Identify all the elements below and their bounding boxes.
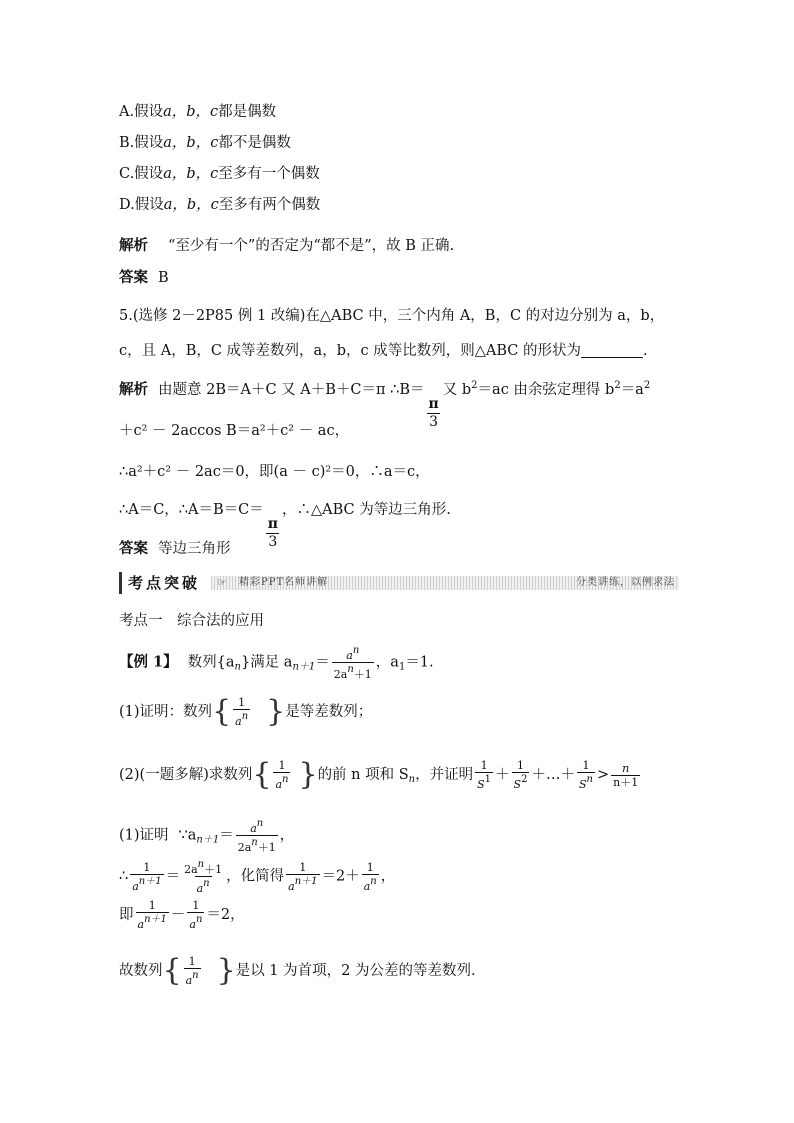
a: a bbox=[137, 918, 145, 931]
sub-1: 1 bbox=[398, 661, 406, 673]
proof-line1 bbox=[119, 817, 294, 854]
a: a bbox=[288, 879, 295, 893]
part1-text: (1)证明：数列 bbox=[119, 704, 213, 720]
q5-step1c: ＝ac 由余弦定理得 b bbox=[477, 382, 615, 398]
inv-sn bbox=[577, 759, 595, 791]
right-brace: } bbox=[216, 953, 236, 988]
n-over-n1 bbox=[611, 762, 640, 789]
one: 1 bbox=[238, 696, 246, 709]
sup-n: n bbox=[352, 645, 360, 656]
sub-n1: n＋1 bbox=[196, 834, 220, 846]
q5-answer-value: 等边三角形 bbox=[158, 541, 231, 557]
banner-title: 考点突破 bbox=[119, 572, 206, 594]
left-brace: { bbox=[162, 953, 182, 988]
q5-analysis-line3 bbox=[119, 462, 430, 482]
option-d bbox=[119, 195, 320, 215]
proof-conclusion bbox=[119, 955, 476, 987]
inv-an bbox=[187, 899, 204, 931]
sup-n: n bbox=[586, 774, 593, 785]
sup-n: n bbox=[251, 837, 258, 848]
option-b-label: B.假设 bbox=[119, 135, 164, 151]
a: a bbox=[250, 822, 257, 835]
one: 1 bbox=[480, 759, 488, 772]
option-b-tail: 都不是偶数 bbox=[218, 135, 291, 151]
topic-heading bbox=[119, 611, 264, 631]
sup-n: n bbox=[192, 970, 199, 981]
option-vars: a，b，c bbox=[163, 166, 219, 182]
n-plus-1: n＋1 bbox=[613, 775, 639, 789]
option-c-label: C.假设 bbox=[119, 166, 164, 182]
inv-s1 bbox=[475, 759, 493, 791]
q5-analysis-line2 bbox=[119, 421, 349, 441]
q5-stem-line1 bbox=[119, 306, 664, 326]
one: 1 bbox=[517, 759, 524, 772]
one: 1 bbox=[148, 899, 156, 912]
sup-n: n bbox=[197, 859, 205, 870]
sup-n: n bbox=[195, 914, 203, 925]
part2-text: (2)(一题多解)求数列 bbox=[119, 767, 253, 783]
comma: ， bbox=[279, 827, 295, 844]
s: S bbox=[477, 778, 485, 791]
option-a-label: A.假设 bbox=[119, 104, 164, 120]
one: 1 bbox=[299, 860, 307, 874]
example-1 bbox=[119, 644, 434, 681]
q5-stem-line2 bbox=[119, 341, 648, 361]
a: a bbox=[132, 879, 139, 893]
pi-symbol: π bbox=[428, 396, 439, 412]
q5-line2: c，且 A，B，C 成等差数列，a，b，c 成等比数列，则△ABC 的形状为 bbox=[119, 343, 581, 359]
a: a bbox=[189, 918, 196, 931]
den-plus1: ＋1 bbox=[353, 668, 372, 681]
one: 1 bbox=[188, 955, 196, 968]
option-d-tail: 至多有两个偶数 bbox=[218, 197, 321, 213]
q5-step4b: ，∴△ABC 为等边三角形. bbox=[282, 502, 451, 518]
num-plus1: ＋1 bbox=[204, 863, 223, 876]
one: 1 bbox=[192, 899, 200, 912]
answer-label: 答案 bbox=[119, 269, 148, 286]
s: S bbox=[513, 778, 522, 791]
left-brace: { bbox=[212, 694, 232, 729]
section-banner bbox=[119, 572, 679, 594]
a: a bbox=[275, 778, 283, 791]
ex-satisfy: }满足 a bbox=[240, 654, 293, 671]
q4-answer bbox=[119, 268, 169, 288]
den-2a: 2a bbox=[237, 841, 252, 854]
reciprocal-an bbox=[184, 955, 201, 987]
option-a bbox=[119, 102, 276, 122]
sup-n: n bbox=[241, 711, 249, 722]
greater: > bbox=[596, 767, 610, 783]
a: a bbox=[185, 974, 193, 987]
comma: ， bbox=[380, 868, 396, 885]
conclusion-tail: 是以 1 为首项，2 为公差的等差数列. bbox=[235, 963, 476, 979]
option-vars: a，b，c bbox=[163, 197, 219, 213]
one: 1 bbox=[366, 860, 374, 874]
example-label: 【例 1】 bbox=[119, 653, 178, 671]
sub-n: n bbox=[234, 661, 241, 673]
sup-n: n bbox=[256, 818, 264, 829]
inv-an1 bbox=[130, 861, 163, 893]
a: a bbox=[346, 649, 353, 662]
right-brace: } bbox=[298, 757, 318, 792]
plus-dots: ＋…＋ bbox=[531, 767, 575, 783]
q5-line2-end: . bbox=[642, 343, 648, 359]
conclusion-text: 故数列 bbox=[119, 963, 163, 979]
banner-right-text: 分类讲练，以例求法 bbox=[576, 577, 675, 588]
n: n bbox=[622, 761, 630, 775]
sup-n1: n＋1 bbox=[138, 875, 162, 887]
one: 1 bbox=[278, 759, 286, 772]
option-a-tail: 都是偶数 bbox=[218, 104, 277, 120]
minus: － bbox=[170, 907, 186, 923]
inv-an1 bbox=[136, 899, 169, 931]
inv-an1 bbox=[286, 861, 319, 893]
option-c bbox=[119, 164, 320, 184]
because: ∵a bbox=[178, 827, 197, 844]
proof-label: (1)证明 bbox=[119, 827, 169, 844]
answer-blank bbox=[581, 342, 643, 358]
option-b bbox=[119, 133, 291, 153]
pi-over-3 bbox=[427, 396, 441, 431]
q5-answer bbox=[119, 539, 231, 559]
q5-line1: 5.(选修 2－2P85 例 1 改编)在△ABC 中，三个内角 A，B，C 的对边分别为 a，b， bbox=[119, 308, 665, 324]
den-plus1: ＋1 bbox=[257, 841, 276, 854]
q4-analysis-text: “至少有一个”的否定为“都不是”，故 B 正确. bbox=[168, 238, 455, 254]
a: a bbox=[196, 882, 204, 895]
part-1 bbox=[119, 696, 372, 728]
left-brace: { bbox=[252, 757, 272, 792]
therefore: ∴ bbox=[119, 868, 129, 885]
sup-n: n bbox=[370, 875, 377, 887]
den-2a: 2a bbox=[333, 668, 348, 681]
sub-n1: n＋1 bbox=[292, 661, 316, 673]
a: a bbox=[235, 715, 242, 728]
sup-n1: n＋1 bbox=[294, 875, 318, 887]
proof-line3 bbox=[119, 899, 245, 931]
sup-n: n bbox=[282, 774, 289, 785]
part-2 bbox=[119, 759, 642, 791]
simplified-fraction bbox=[182, 858, 224, 895]
num-2a: 2a bbox=[184, 863, 198, 876]
part2-sum: 的前 n 项和 S bbox=[317, 767, 409, 783]
ex-seq: 数列{a bbox=[187, 654, 235, 671]
inv-s2 bbox=[512, 759, 530, 791]
reciprocal-an bbox=[273, 759, 290, 791]
eq: ＝ bbox=[219, 827, 234, 844]
analysis-label: 解析 bbox=[119, 237, 148, 254]
eq: ＝ bbox=[165, 868, 181, 885]
sup-n1: n＋1 bbox=[144, 914, 167, 925]
ex-end: ＝1. bbox=[405, 654, 434, 671]
sup-2: 2 bbox=[521, 774, 528, 785]
part1-tail: 是等差数列； bbox=[285, 704, 373, 720]
option-c-tail: 至多有一个偶数 bbox=[218, 166, 320, 182]
proof-line2 bbox=[119, 858, 395, 895]
q5-step2: ＋c² － 2accos B＝a²＋c² － ac， bbox=[119, 423, 350, 439]
option-vars: a，b，c bbox=[163, 135, 219, 151]
pointing-hand-icon: ☞ bbox=[217, 576, 227, 589]
pi-over-3 bbox=[266, 516, 280, 551]
analysis-label: 解析 bbox=[119, 381, 148, 398]
two-plus: ＝2＋ bbox=[321, 868, 360, 885]
exp-2: 2 bbox=[471, 380, 478, 391]
topic-heading-text: 考点一 综合法的应用 bbox=[119, 613, 264, 629]
plus: ＋ bbox=[495, 767, 510, 783]
q5-step4a: ∴A＝C，∴A＝B＝C＝ bbox=[119, 502, 264, 518]
simplify-text: ，化简得 bbox=[226, 868, 285, 885]
banner-subtitle: 精彩PPT名师讲解 bbox=[239, 577, 329, 588]
option-vars: a，b，c bbox=[163, 104, 219, 120]
sub-n: n bbox=[408, 774, 416, 785]
exp-2: 2 bbox=[614, 380, 621, 391]
recurrence-fraction bbox=[332, 644, 374, 681]
reciprocal-an bbox=[233, 696, 250, 728]
eq-2: ＝2， bbox=[206, 907, 245, 923]
q5-step1b: 又 b bbox=[442, 382, 472, 398]
recurrence-fraction bbox=[236, 817, 278, 854]
option-d-label: D.假设 bbox=[119, 197, 164, 213]
three: 3 bbox=[268, 534, 278, 550]
ex-a1: ，a bbox=[375, 654, 399, 671]
q5-step1a: 由题意 2B＝A＋C 又 A＋B＋C＝π ∴B＝ bbox=[158, 382, 425, 398]
one: 1 bbox=[582, 759, 590, 772]
part2-prove: ，并证明 bbox=[415, 767, 474, 783]
sup-n: n bbox=[347, 664, 354, 675]
sup-n: n bbox=[203, 878, 210, 889]
inv-an bbox=[362, 861, 379, 893]
answer-label: 答案 bbox=[119, 540, 148, 557]
q4-answer-value: B bbox=[158, 270, 169, 286]
q5-step3: ∴a²＋c² － 2ac＝0，即(a － c)²＝0，∴a＝c， bbox=[119, 464, 430, 480]
one: 1 bbox=[143, 860, 151, 874]
exp-2: 2 bbox=[643, 380, 651, 391]
q5-step1d: ＝a bbox=[620, 382, 644, 398]
s: S bbox=[578, 778, 587, 791]
right-brace: } bbox=[266, 694, 286, 729]
pi-symbol: π bbox=[267, 516, 278, 532]
sup-1: 1 bbox=[484, 774, 492, 785]
a: a bbox=[363, 879, 371, 893]
three: 3 bbox=[429, 414, 439, 430]
q4-analysis bbox=[119, 236, 454, 256]
eq: ＝ bbox=[315, 654, 330, 671]
ji: 即 bbox=[119, 907, 134, 923]
